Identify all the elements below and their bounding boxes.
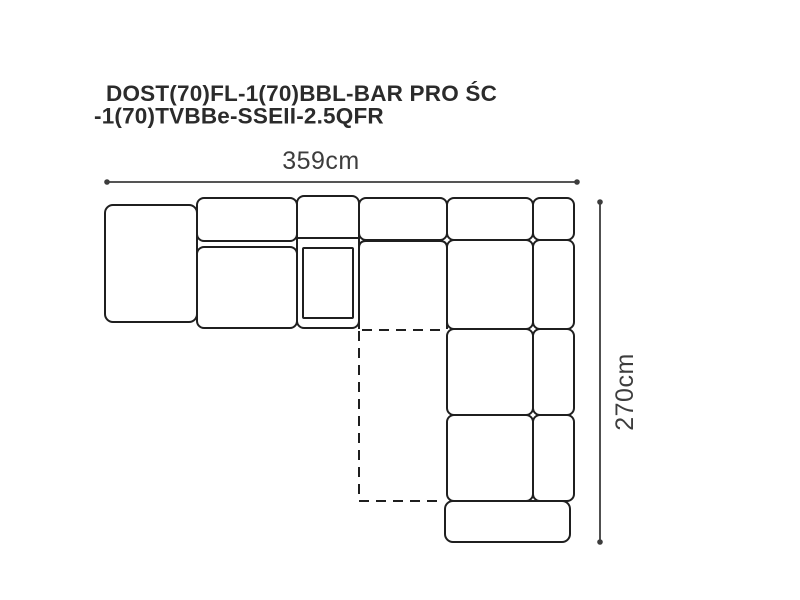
product-title-line1: DOST(70)FL-1(70)BBL-BAR PRO ŚC (106, 81, 498, 106)
height-dimension-label: 270cm (611, 353, 639, 431)
bottom-armrest (445, 501, 570, 542)
pullout-bed-outline (359, 330, 446, 501)
corner-seat (447, 240, 533, 329)
width-dimension (104, 147, 580, 185)
left-armrest (105, 205, 197, 322)
side-backrest-top (533, 240, 574, 329)
chaise-seat-1 (447, 329, 533, 415)
side-backrest-mid (533, 329, 574, 415)
chaise-seat-2 (447, 415, 533, 501)
backrest-cell-2 (447, 198, 533, 240)
product-title-line2: -1(70)TVBBe-SSEII-2.5QFR (94, 103, 384, 129)
width-dimension-label: 359cm (282, 147, 360, 175)
seat1-backrest (197, 198, 297, 241)
side-backrest-bottom (533, 415, 574, 501)
seat1-cushion (197, 247, 297, 328)
height-dimension-dot-top (597, 199, 603, 205)
backrest-cell-1 (359, 198, 447, 240)
bed-seat-open-cell (359, 241, 447, 329)
backrest-corner-cell (533, 198, 574, 240)
bar-module-tray (303, 248, 353, 318)
width-dimension-dot-right (574, 179, 580, 185)
width-dimension-dot-left (104, 179, 110, 185)
height-dimension-dot-bottom (597, 539, 603, 545)
height-dimension (597, 199, 639, 545)
